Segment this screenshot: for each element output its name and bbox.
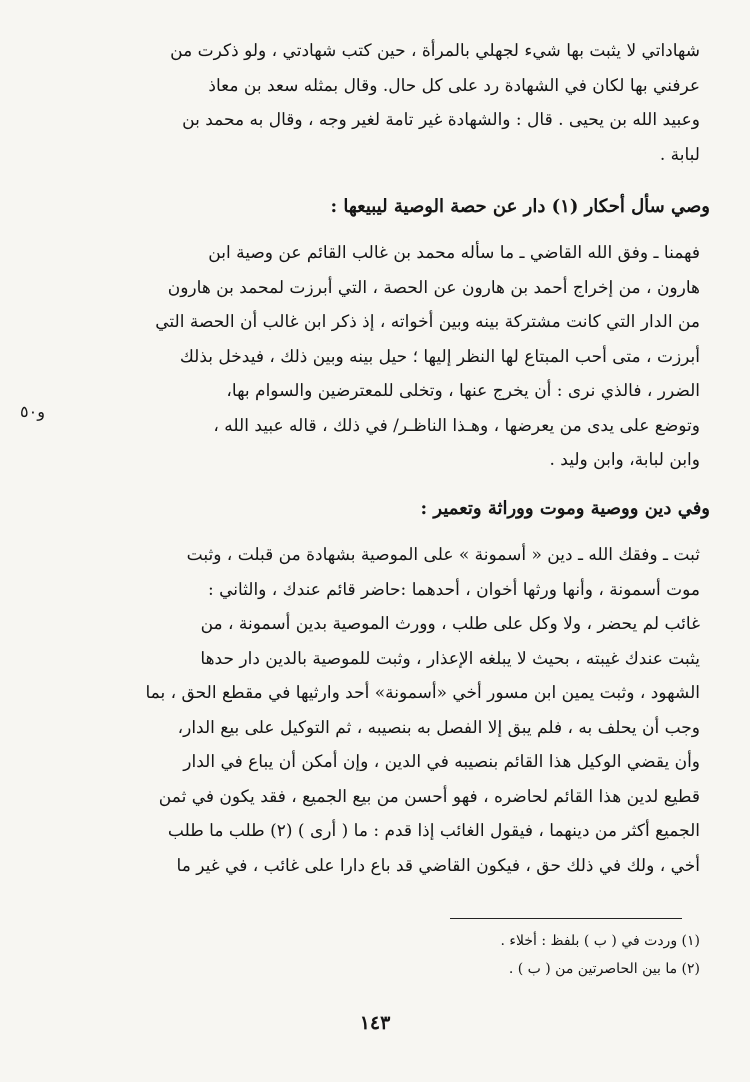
text-line: أخي ، ولك في ذلك حق ، فيكون القاضي قد باع دارا على غائب ، في غير ما (176, 855, 700, 876)
text-line: وعبيد الله بن يحيى . قال : والشهادة غير تامة لغير وجه ، وقال به محمد بن (182, 110, 700, 130)
paragraph-testimony (95, 34, 700, 172)
paragraph-debt (95, 538, 700, 883)
text-line: وجب أن يحلف به ، فلم يبق إلا الفصل به بنصيبه ، ثم التوكيل على بيع الدار، (177, 717, 700, 738)
margin-folio-note: و٥٠ (20, 402, 45, 421)
text-line: من الدار التي كانت مشتركة بينه وبين أخواته ، إذ ذكر ابن غالب أن الحصة التي (155, 312, 700, 332)
text-line: لبابة . (659, 144, 700, 165)
text-line: ثبت ـ وفقك الله ـ دين « أسمونة » على الموصية بشهادة من قبلت ، وثبت (186, 545, 700, 565)
text-line: فهمنا ـ وفق الله القاضي ـ ما سأله محمد بن غالب القائم عن وصية ابن (208, 243, 700, 263)
text-line: وابن لبابة، وابن وليد . (549, 450, 700, 470)
text-line: وتوضع على يدى من يعرضها ، وهـذا الناظـر/ في ذلك ، قاله عبيد الله ، (213, 415, 700, 436)
text-line: قطيع لدين هذا القائم لحاضره ، فهو أحسن من بيع الجميع ، فقد يكون في ثمن (158, 786, 700, 807)
footnote-divider (450, 918, 682, 919)
text-line: شهاداتي لا يثبت بها شيء لجهلي بالمرأة ، حين كتب شهادتي ، ولو ذكرت من (170, 41, 700, 61)
paragraph-guardian (95, 236, 700, 478)
text-line: غائب لم يحضر ، ولا وكل على طلب ، وورث الموصية بدين أسمونة ، من (200, 614, 700, 634)
text-line: موت أسمونة ، وأنها ورثها أخوان ، أحدهما :حاضر قائم عندك ، والثاني : (207, 579, 700, 600)
footnote-1: (١) وردت في ( ب ) بلفظ : أخلاء . (500, 933, 700, 949)
text-line: الجميع أكثر من دينهما ، فيقول الغائب إذا قدم : ما ( أرى ) (٢) طلب ما طلب (167, 821, 700, 841)
text-line: أبرزت ، متى أحب المبتاع لها النظر إليها ؛ حيل بينه وبين ذلك ، فيدخل بذلك (179, 346, 700, 367)
text-line: يثبت عندك غيبته ، بحيث لا يبلغه الإعذار ، وثبت للموصية بالدين دار حدها (200, 648, 700, 669)
page-number: ١٤٣ (359, 1012, 391, 1034)
text-line: هارون ، من إخراج أحمد بن هارون عن الحصة ، التي أبرزت لمحمد بن هارون (167, 277, 700, 298)
footnote-2: (٢) ما بين الحاصرتين من ( ب ) . (508, 961, 700, 977)
footnotes (95, 927, 700, 983)
text-line: الشهود ، وثبت يمين ابن مسور أخي «أسمونة» أحد وارثيها في مقطع الحق ، بما (145, 683, 700, 703)
text-line: الضرر ، فالذي نرى : أن يخرج عنها ، وتخلى للمعترضين والسوام بها، (226, 381, 700, 401)
section-heading-guardian: وصي سأل أحكار (١) دار عن حصة الوصية ليبيعها : (330, 196, 710, 217)
text-line: وأن يقضي الوكيل هذا القائم بنصيبه في الدين ، وإن أمكن أن يباع في الدار (183, 752, 700, 772)
text-line: عرفني بها لكان في الشهادة رد على كل حال. وقال بمثله سعد بن معاذ (208, 75, 700, 96)
section-heading-debt: وفي دين ووصية وموت ووراثة وتعمير : (420, 498, 710, 519)
